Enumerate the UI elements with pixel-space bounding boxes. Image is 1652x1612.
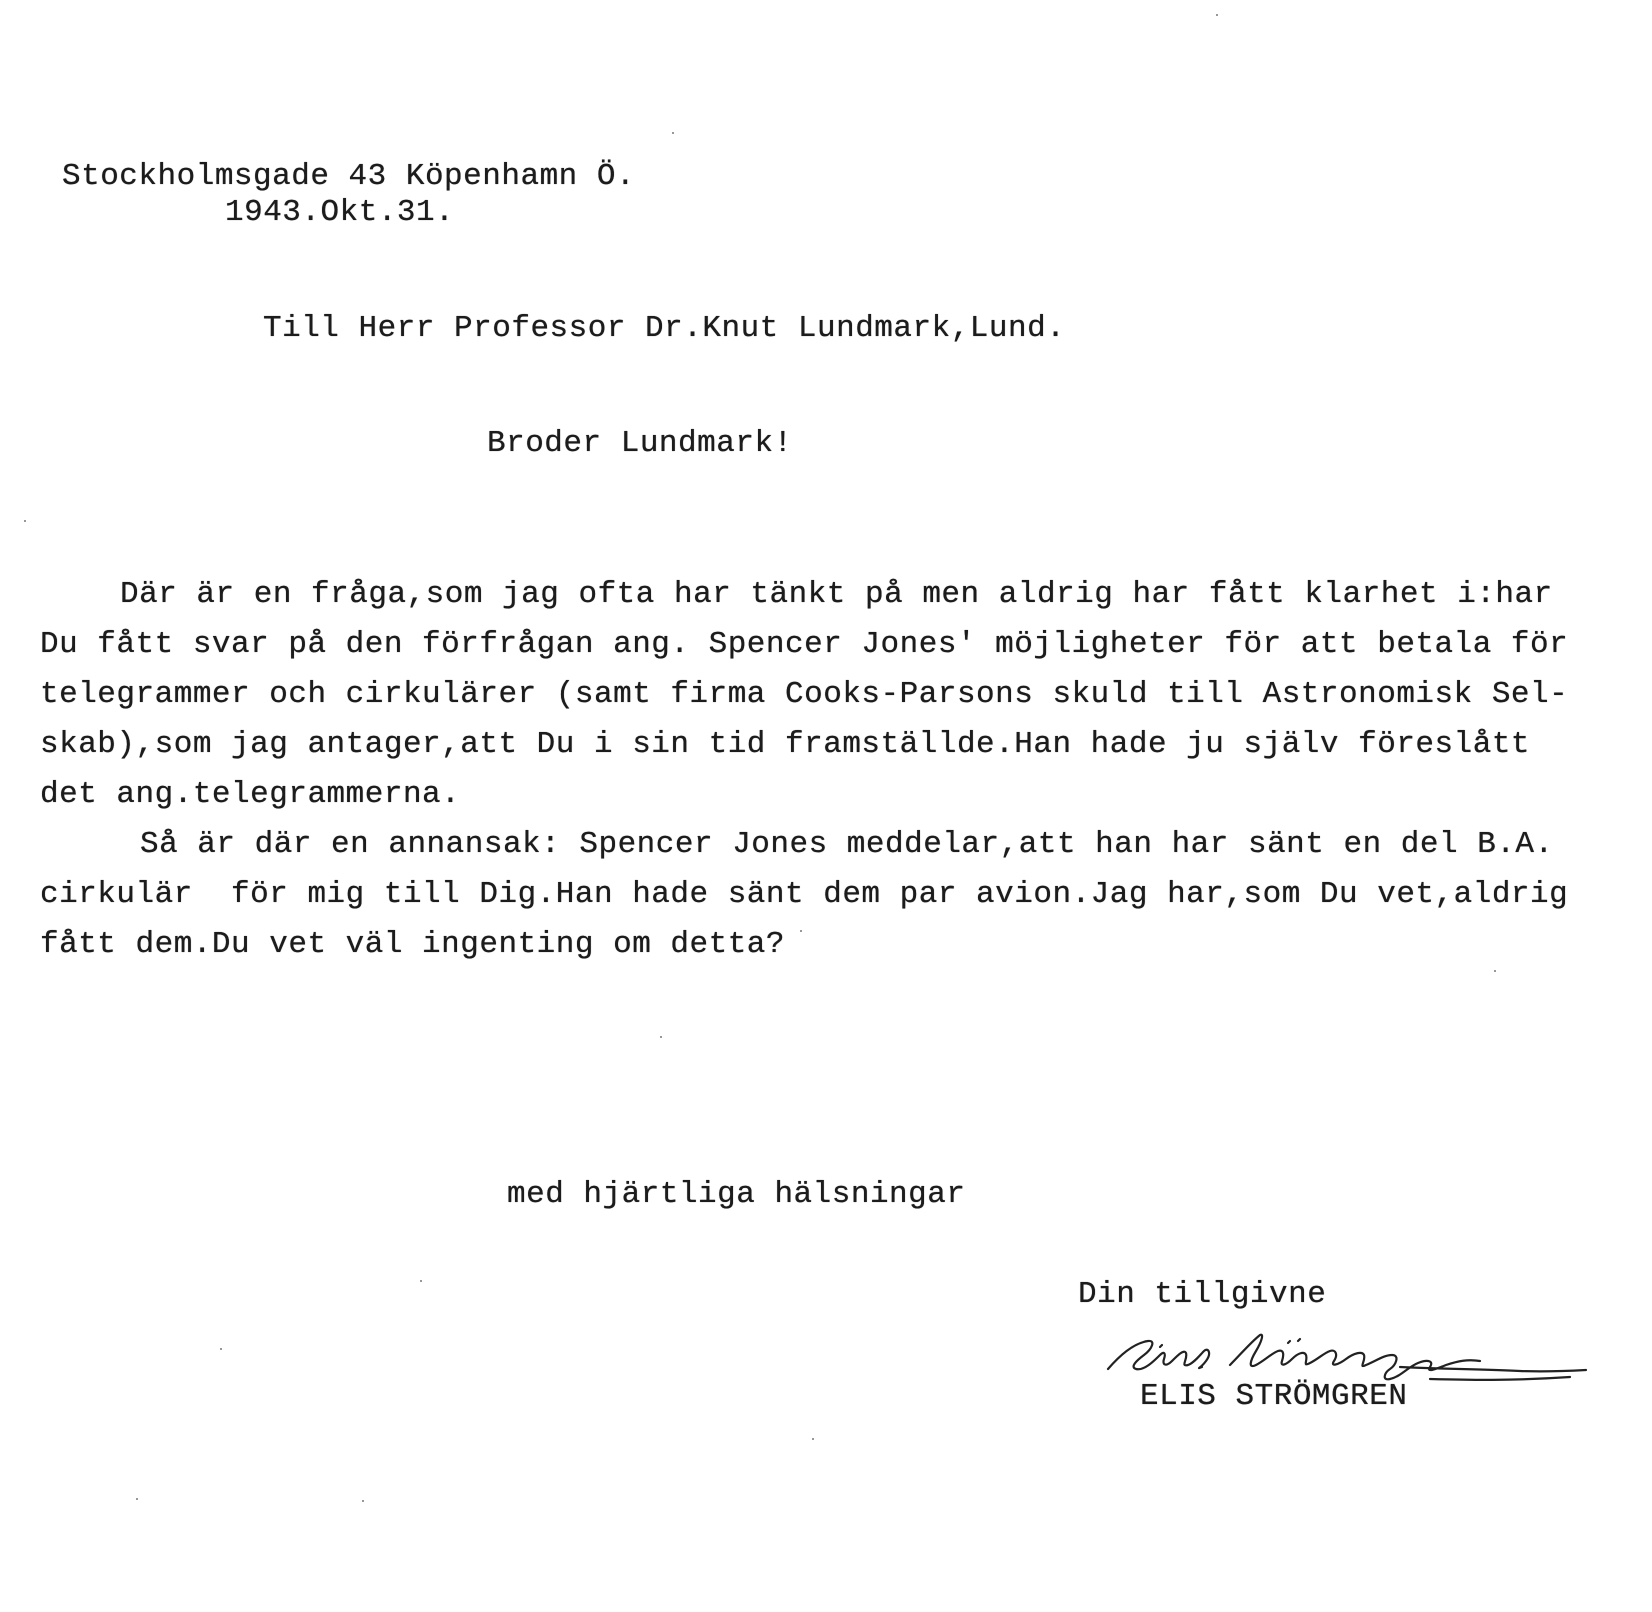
closing: med hjärtliga hälsningar bbox=[507, 1177, 966, 1212]
body-line: cirkulär för mig till Dig.Han hade sänt dem par avion.Jag har,som Du vet,aldrig bbox=[40, 877, 1569, 912]
paper-speck bbox=[362, 1500, 364, 1502]
letter-date: 1943.Okt.31. bbox=[225, 195, 455, 230]
body-line: fått dem.Du vet väl ingenting om detta? bbox=[40, 927, 786, 962]
body-line: Så är där en annansak: Spencer Jones meddelar,att han har sänt en del B.A. bbox=[140, 827, 1554, 862]
paper-speck bbox=[24, 520, 26, 522]
paper-speck bbox=[1216, 14, 1218, 16]
recipient-line: Till Herr Professor Dr.Knut Lundmark,Lund. bbox=[263, 311, 1066, 346]
sender-address: Stockholmsgade 43 Köpenhamn Ö. bbox=[62, 159, 636, 194]
paper-speck bbox=[136, 1498, 138, 1500]
paper-speck bbox=[420, 1280, 422, 1282]
typed-name: ELIS STRÖMGREN bbox=[1140, 1379, 1408, 1414]
paper-speck bbox=[672, 132, 674, 134]
body-line: Du fått svar på den förfrågan ang. Spencer Jones' möjligheter för att betala för bbox=[40, 627, 1569, 662]
paper-speck bbox=[1494, 970, 1496, 972]
salutation: Broder Lundmark! bbox=[487, 426, 793, 461]
paper-speck bbox=[812, 1438, 814, 1440]
paper-speck bbox=[660, 1036, 662, 1038]
body-line: det ang.telegrammerna. bbox=[40, 777, 461, 812]
body-line: telegrammer och cirkulärer (samt firma Cooks-Parsons skuld till Astronomisk Sel- bbox=[40, 677, 1569, 712]
sign-off: Din tillgivne bbox=[1078, 1277, 1327, 1312]
paper-speck bbox=[800, 930, 802, 932]
body-line: Där är en fråga,som jag ofta har tänkt på men aldrig har fått klarhet i:har bbox=[120, 577, 1553, 612]
body-line: skab),som jag antager,att Du i sin tid framställde.Han hade ju själv föreslått bbox=[40, 727, 1531, 762]
paper-speck bbox=[220, 1348, 222, 1350]
